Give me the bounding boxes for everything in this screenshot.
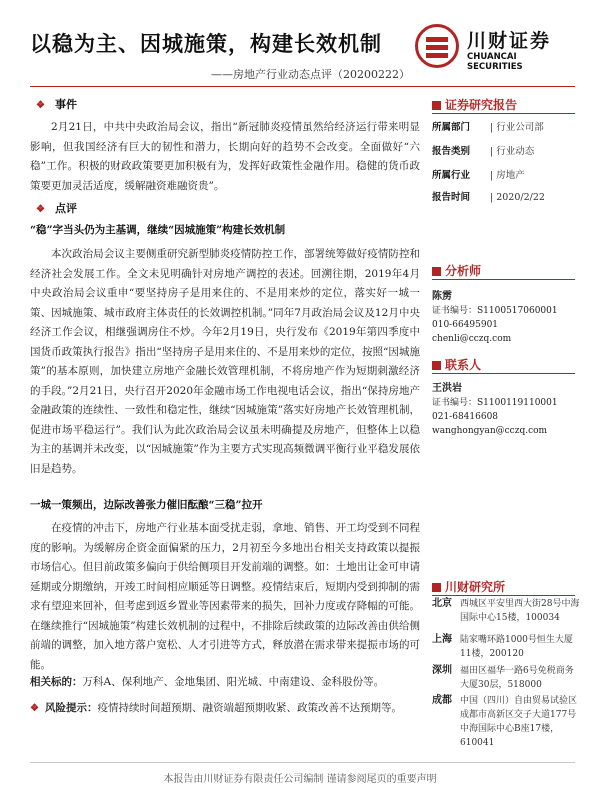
diamond-bullet-icon: ❖	[36, 100, 45, 111]
comment-subheading-2: 一城一策频出，边际改善张力催旧酝酿“三稳”拉开	[30, 499, 263, 511]
square-bullet-icon	[432, 267, 441, 276]
info-row-category: 报告类别 | 行业动态	[432, 146, 535, 157]
event-paragraph: 2月21日，中共中央政治局会议，指出“新冠肺炎疫情虽然给经济运行带来明显影响，但我国经济有巨大的韧性和潜力，长期向好的趋势不会改变。全面做好“六稳”工作。积极的财政政策要更加积极有为，发挥好政策性金融作用。稳健的货币政策要更加灵活适度，缓解融资难融资贵”。	[30, 121, 420, 192]
sidebar-divider	[432, 279, 575, 280]
company-logo	[415, 22, 575, 74]
square-bullet-icon	[432, 101, 441, 110]
analyst-name: 陈雳	[432, 291, 452, 302]
analyst-cert: 证书编号：S1100517060001	[432, 306, 558, 316]
footer-disclaimer: 本报告由川财证券有限责任公司编制 谨请参阅尾页的重要声明	[163, 774, 437, 785]
office-chengdu: 成都 中国（四川）自由贸易试验区成都市高新区交子大道177号中海国际中心B座17楼，610041	[432, 695, 578, 748]
page-subtitle: ——房地产行业动态点评（20200222）	[211, 68, 410, 81]
sidebar-divider	[432, 373, 575, 374]
contact-heading: 联系人	[432, 356, 481, 373]
analyst-heading: 分析师	[432, 262, 481, 279]
contact-email[interactable]: wanghongyan@cczq.com	[432, 426, 548, 436]
institute-heading: 川财研究所	[432, 578, 505, 595]
diamond-bullet-icon: ❖	[36, 204, 45, 215]
sidebar-divider	[432, 113, 575, 114]
analyst-info	[432, 290, 558, 346]
logo-name: 川财证券	[467, 30, 552, 52]
report-heading: 证券研究报告	[432, 96, 517, 113]
comment-paragraph-2: 在疫情的冲击下，房地产行业基本面受扰走弱，拿地、销售、开工均受到不同程度的影响。为缓解房企资金面偏紧的压力，2月初至今多地出台相关支持政策以提振市场信心。但目前政策多偏向于供给侧项目开发前端的调整。如：土地出让金可申请延期或分期缴纳，开竣工时间相应顺延等日调整。疫情结束后，短期内受到抑制的需求有望迎来回补，但考虑到返乡置业等因素带来的损失，回补力度或存降幅的可能。在继续推行“因城施策”构建长效机制的过程中，不排除后续政策的边际改善由供给侧前端的调整，加入地方落户宽松、人才引进等方式，释放潜在需求带来提振市场的可能。	[30, 522, 420, 671]
analyst-phone: 010-66495901	[432, 320, 499, 330]
analyst-email[interactable]: chenli@cczq.com	[432, 334, 512, 344]
info-row-department: 所属部门 | 行业公司部	[432, 122, 544, 133]
comment-heading: ❖ 点评	[36, 202, 77, 215]
office-beijing: 北京 西城区平安里西大街28号中海国际中心15楼，100034	[432, 598, 580, 623]
sidebar-divider	[432, 595, 575, 596]
event-heading: ❖ 事件	[36, 98, 77, 111]
office-shenzhen: 深圳 福田区福华一路6号免税商务大厦30层，518000	[432, 665, 574, 690]
office-shanghai: 上海 陆家嘴环路1000号恒生大厦11楼，200120	[432, 634, 573, 659]
related-stocks: 相关标的：万科A、保利地产、金地集团、阳光城、中南建设、金科股份等。	[30, 676, 385, 688]
info-row-date: 报告时间 | 2020/2/22	[432, 192, 545, 203]
footer-divider	[30, 762, 575, 763]
logo-name-en: CHUANCAI SECURITIES	[467, 52, 523, 72]
logo-mark-icon	[415, 24, 459, 68]
contact-name: 王洪岩	[432, 383, 462, 394]
contact-cert: 证书编号：S1100119110001	[432, 398, 558, 408]
comment-paragraph-1: 本次政治局会议主要侧重研究新型肺炎疫情防控工作，部署统筹做好疫情防控和经济社会发展工作。全文未见明确针对房地产调控的表述。回溯往期，2019年4月中央政治局会议重申“要坚持房子是用来住的、不是用来炒的定位，落实好一城一策、因城施策、城市政府主体责任的长效调控机制。”同年7月政治局会议及12月中央经济工作会议，相继强调房住不炒。今年2月19日，央行发布《2019年第四季度中国货币政策执行报告》指出“坚持房子是用来住的、不是用来炒的定位，按照“因城施策”的基本原则，加快建立房地产金融长效管理机制，不将房地产作为短期刺激经济的手段。”2月21日，央行召开2020年金融市场工作电视电话会议，指出“保持房地产金融政策的连续性、一致性和稳定性，继续“因城施策”落实好房地产长效管理机制，促进市场平稳运行”。我们认为此次政治局会议虽未明确提及房地产，但整体上以稳为主的基调并未改变，以“因城施策”作为主要方式实现高频微调平衡行业平稳发展依旧是趋势。	[30, 248, 420, 475]
square-bullet-icon	[432, 361, 441, 370]
header-divider	[30, 86, 575, 87]
info-row-industry: 所属行业 | 房地产	[432, 170, 525, 181]
page-title: 以稳为主、因城施策，构建长效机制	[30, 31, 382, 56]
risk-warning: ❖ 风险提示：疫情持续时间超预期、融资端超预期收紧、政策改善不达预期等。	[30, 702, 402, 714]
diamond-bullet-icon: ❖	[30, 703, 39, 714]
comment-subheading-1: “稳”字当头仍为主基调，继续“因城施策”构建长效机制	[30, 224, 286, 236]
contact-phone: 021-68416608	[432, 412, 499, 422]
contact-info	[432, 382, 558, 438]
square-bullet-icon	[432, 583, 441, 592]
